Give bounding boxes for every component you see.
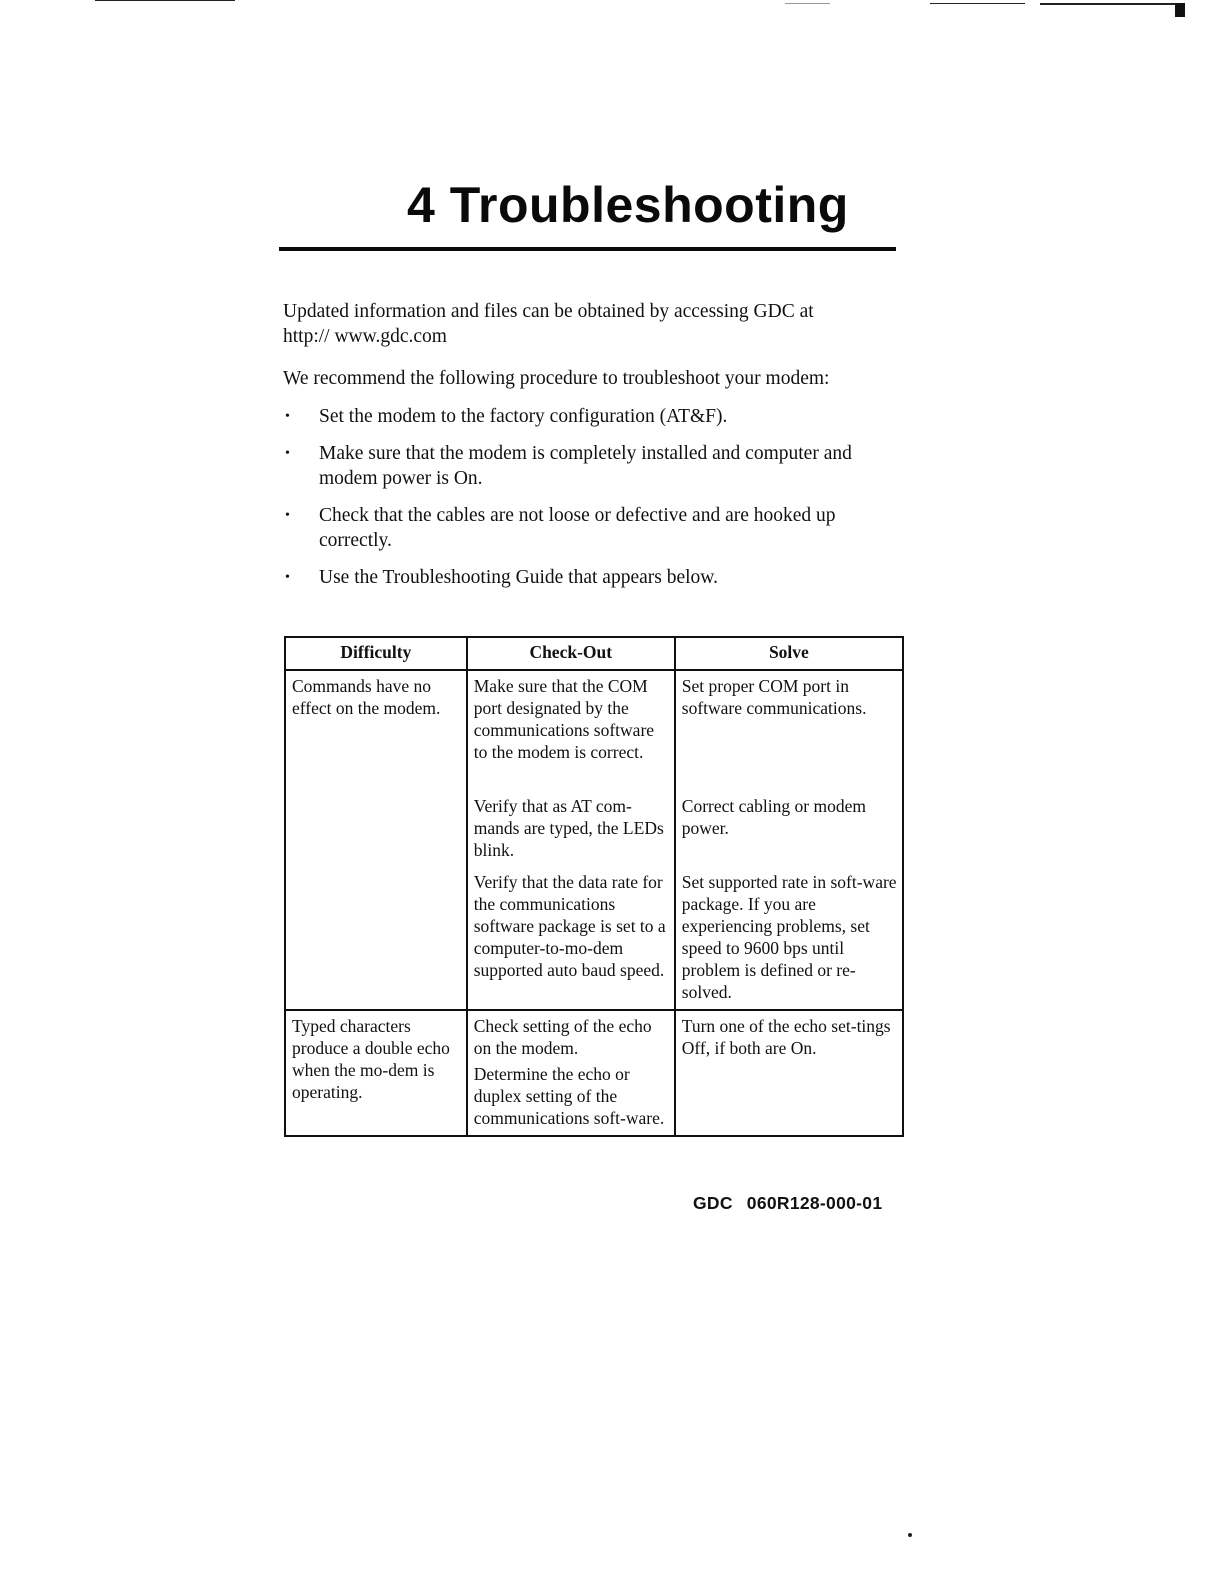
difficulty-text: Typed characters produce a double echo when the mo-dem is operating. [292,1016,450,1102]
bullet-icon: • [285,570,290,585]
table-row [285,1010,903,1136]
list-item [283,565,903,590]
list-item-text: Use the Troubleshooting Guide that appears below. [319,567,718,588]
solve-text: Set proper COM port in software communications. [681,676,867,718]
checkout-text: Verify that the data rate for the communications software package is set to a computer-to-mo-dem supported auto baud speed. [473,872,666,980]
table-row [285,670,903,1010]
checkout-text: Check setting of the echo on the modem. [473,1016,652,1058]
list-item-text: Check that the cables are not loose or defective and are hooked up correctly. [319,505,836,551]
chapter-title: 4 Troubleshooting [407,177,849,233]
difficulty-cell [285,670,467,1010]
scan-artifact [1175,3,1185,17]
list-item [283,503,903,553]
footer-doc-number: 060R128-000-01 [746,1193,883,1213]
document-code [693,1193,882,1214]
list-item-text: Set the modem to the factory configuration (AT&F). [319,406,728,427]
scan-artifact [95,0,235,1]
column-header-difficulty: Difficulty [285,637,467,670]
solve-cell [675,670,903,1010]
column-header-checkout: Check-Out [467,637,675,670]
footer-company: GDC [693,1193,733,1213]
intro-url: http:// www.gdc.com [283,326,447,347]
scan-artifact [930,3,1025,4]
checkout-cell [467,1010,675,1136]
difficulty-cell [285,1010,467,1136]
checkout-cell [467,670,675,1010]
checkout-text: Verify that as AT com-mands are typed, the LEDs blink. [473,796,664,860]
solve-cell [675,1010,903,1136]
solve-text: Correct cabling or modem power. [681,796,866,838]
solve-text: Set supported rate in soft-ware package. If you are experiencing problems, set speed to 9600 bps until problem is defined or re-solved. [681,872,897,1002]
solve-text: Turn one of the echo set-tings Off, if both are On. [681,1016,891,1058]
checkout-text: Determine the echo or duplex setting of the communications soft-ware. [473,1064,665,1128]
column-header-solve: Solve [675,637,903,670]
chapter-rule [279,247,896,251]
bullet-icon: • [285,409,290,424]
list-item-text: Make sure that the modem is completely installed and computer and modem power is On. [319,443,852,489]
difficulty-text: Commands have no effect on the modem. [292,676,441,718]
intro-paragraph [283,299,903,349]
table-header-row [285,637,903,670]
checkout-text: Make sure that the COM port designated by the communications software to the modem is correct. [473,676,655,762]
list-item [283,441,903,491]
scan-artifact [1040,3,1180,5]
intro-line: Updated information and files can be obtained by accessing GDC at [283,301,814,322]
list-item [283,404,903,429]
bullet-icon: • [285,446,290,461]
recommend-paragraph: We recommend the following procedure to troubleshoot your modem: [283,368,830,389]
scan-artifact [908,1533,912,1537]
procedure-list [283,404,903,602]
bullet-icon: • [285,508,290,523]
scan-artifact [785,3,830,4]
troubleshooting-table [284,636,904,1137]
